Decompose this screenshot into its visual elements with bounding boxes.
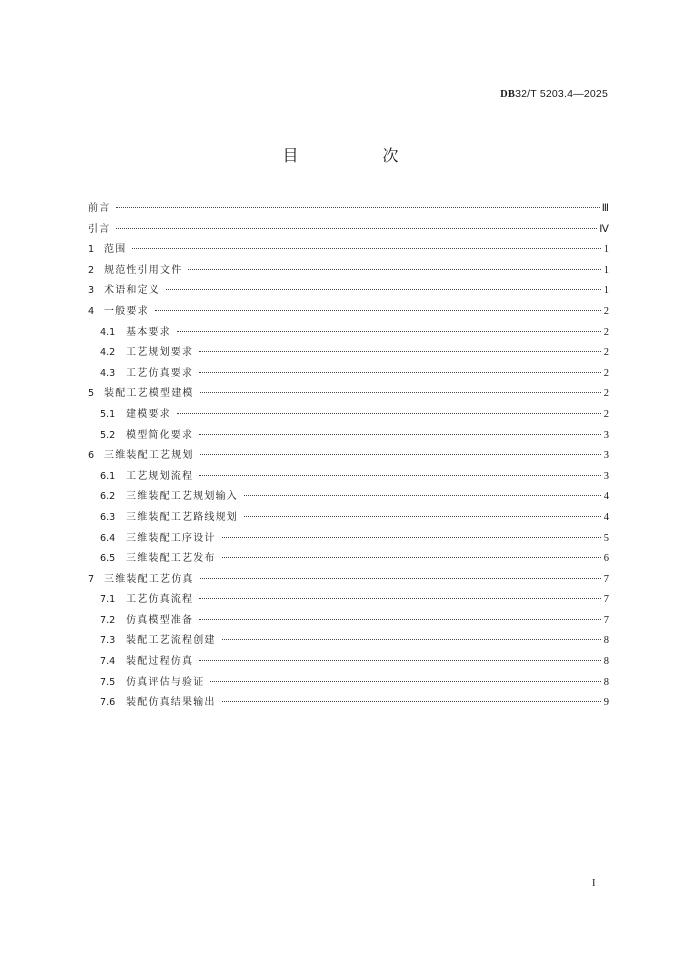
toc-entry-page: Ⅳ (599, 223, 609, 235)
toc-entry-page: 1 (603, 264, 609, 276)
dot-leader (222, 537, 601, 538)
dot-leader (116, 228, 597, 229)
toc-entry-label: 三维装配工艺规划输入 (126, 491, 238, 503)
doc-prefix: DB (500, 89, 516, 100)
toc-entry-label: 前言 (88, 203, 111, 214)
toc-entry-number: 6 (88, 450, 95, 462)
toc-entry[interactable] (88, 487, 609, 508)
toc-entry-label: 建模要求 (126, 408, 171, 420)
toc-entry[interactable] (88, 199, 609, 220)
dot-leader (199, 434, 601, 435)
toc-entry-page: 2 (603, 305, 609, 317)
toc-entry-page: 7 (603, 614, 609, 626)
page-title: 目 次 (282, 146, 433, 165)
toc-entry[interactable] (88, 549, 609, 570)
toc-entry-number: 5 (88, 388, 95, 400)
toc-entry-number: 4.2 (100, 347, 116, 359)
toc-entry-label: 装配仿真结果输出 (126, 697, 216, 709)
toc-entry-number: 7 (88, 573, 95, 585)
toc-entry[interactable] (88, 426, 609, 447)
toc-entry-label: 工艺规划要求 (126, 347, 194, 359)
table-of-contents (88, 199, 609, 714)
toc-entry-page: 2 (603, 367, 609, 379)
toc-entry[interactable] (88, 508, 609, 529)
toc-entry[interactable] (88, 220, 609, 241)
toc-entry[interactable] (88, 384, 609, 405)
toc-entry-label: 装配工艺模型建模 (104, 388, 194, 400)
toc-entry-number: 6.3 (100, 511, 116, 523)
page-number: I (592, 878, 596, 889)
toc-entry-label: 范围 (104, 244, 127, 256)
toc-entry-page: 3 (603, 470, 609, 482)
toc-entry-page: 7 (603, 573, 609, 585)
toc-entry-page: 3 (603, 429, 609, 441)
toc-entry-number: 6.4 (100, 532, 116, 544)
toc-entry[interactable] (88, 467, 609, 488)
dot-leader (200, 578, 601, 579)
toc-entry-page: 5 (603, 532, 609, 544)
toc-entry-label: 三维装配工艺规划 (104, 450, 194, 462)
toc-entry[interactable] (88, 261, 609, 282)
toc-entry-label: 工艺仿真要求 (126, 367, 194, 379)
toc-entry[interactable] (88, 570, 609, 591)
toc-entry-label: 三维装配工序设计 (126, 532, 216, 544)
toc-entry-page: 6 (603, 553, 609, 565)
toc-entry-number: 2 (88, 264, 95, 276)
toc-entry-label: 引言 (88, 223, 111, 235)
toc-entry-page: 2 (603, 347, 609, 359)
toc-entry[interactable] (88, 323, 609, 344)
toc-entry-label: 规范性引用文件 (104, 264, 183, 276)
toc-entry-page: 4 (603, 511, 609, 523)
dot-leader (132, 248, 601, 249)
toc-entry-number: 6.5 (100, 553, 116, 565)
toc-entry-page: 2 (603, 326, 609, 338)
toc-entry[interactable] (88, 611, 609, 632)
dot-leader (199, 619, 601, 620)
toc-entry-label: 工艺仿真流程 (126, 594, 194, 606)
toc-entry-page: 1 (603, 244, 609, 256)
toc-entry-label: 仿真评估与验证 (126, 676, 205, 688)
toc-entry[interactable] (88, 446, 609, 467)
dot-leader (155, 310, 601, 311)
dot-leader (199, 351, 601, 352)
toc-entry-label: 装配工艺流程创建 (126, 635, 216, 647)
toc-entry-number: 7.4 (100, 656, 116, 668)
toc-entry-number: 4.3 (100, 367, 116, 379)
dot-leader (210, 681, 601, 682)
toc-entry[interactable] (88, 343, 609, 364)
toc-entry-page: 1 (603, 285, 609, 297)
dot-leader (222, 557, 601, 558)
toc-entry-label: 三维装配工艺发布 (126, 553, 216, 565)
toc-entry-number: 7.3 (100, 635, 116, 647)
toc-entry[interactable] (88, 529, 609, 550)
dot-leader (188, 269, 601, 270)
toc-entry-page: 8 (603, 676, 609, 688)
toc-entry-number: 7.2 (100, 614, 116, 626)
toc-entry[interactable] (88, 652, 609, 673)
toc-entry-label: 工艺规划流程 (126, 470, 194, 482)
dot-leader (244, 516, 601, 517)
toc-entry-label: 装配过程仿真 (126, 656, 194, 668)
toc-entry[interactable] (88, 302, 609, 323)
dot-leader (200, 454, 601, 455)
dot-leader (116, 207, 599, 208)
toc-entry-number: 7.5 (100, 676, 116, 688)
toc-entry-page: 8 (603, 656, 609, 668)
toc-entry-page: 2 (603, 408, 609, 420)
toc-entry-label: 仿真模型准备 (126, 614, 194, 626)
toc-entry-number: 6.2 (100, 491, 116, 503)
toc-entry-label: 一般要求 (104, 305, 149, 317)
toc-entry[interactable] (88, 240, 609, 261)
toc-entry-page: 9 (603, 697, 609, 709)
dot-leader (222, 639, 601, 640)
dot-leader (199, 475, 601, 476)
toc-entry-number: 1 (88, 244, 95, 256)
toc-entry-label: 三维装配工艺路线规划 (126, 511, 238, 523)
toc-entry-number: 4 (88, 305, 95, 317)
toc-entry-page: 7 (603, 594, 609, 606)
dot-leader (199, 372, 601, 373)
toc-entry[interactable] (88, 281, 609, 302)
toc-entry[interactable] (88, 693, 609, 714)
document-number (500, 88, 608, 100)
toc-entry[interactable] (88, 590, 609, 611)
toc-entry-label: 三维装配工艺仿真 (104, 573, 194, 585)
toc-entry[interactable] (88, 673, 609, 694)
doc-number: 32/T 5203.4—2025 (515, 88, 608, 100)
toc-entry-number: 4.1 (100, 326, 116, 338)
toc-entry[interactable] (88, 364, 609, 385)
toc-entry-label: 模型简化要求 (126, 429, 194, 441)
toc-entry-page: 3 (603, 450, 609, 462)
toc-entry-number: 7.6 (100, 697, 116, 709)
toc-entry-label: 基本要求 (126, 326, 171, 338)
dot-leader (166, 289, 601, 290)
toc-entry-number: 5.2 (100, 429, 116, 441)
dot-leader (199, 598, 601, 599)
toc-entry-page: 2 (603, 388, 609, 400)
toc-entry-page: Ⅲ (601, 203, 609, 214)
dot-leader (177, 331, 601, 332)
toc-entry-number: 3 (88, 285, 95, 297)
dot-leader (199, 660, 601, 661)
toc-entry[interactable] (88, 405, 609, 426)
toc-entry[interactable] (88, 631, 609, 652)
toc-entry-page: 4 (603, 491, 609, 503)
toc-entry-number: 5.1 (100, 408, 116, 420)
toc-entry-page: 8 (603, 635, 609, 647)
toc-entry-number: 6.1 (100, 470, 116, 482)
toc-entry-label: 术语和定义 (104, 285, 160, 297)
dot-leader (177, 413, 601, 414)
toc-entry-number: 7.1 (100, 594, 116, 606)
dot-leader (200, 392, 601, 393)
dot-leader (244, 495, 601, 496)
dot-leader (222, 701, 601, 702)
